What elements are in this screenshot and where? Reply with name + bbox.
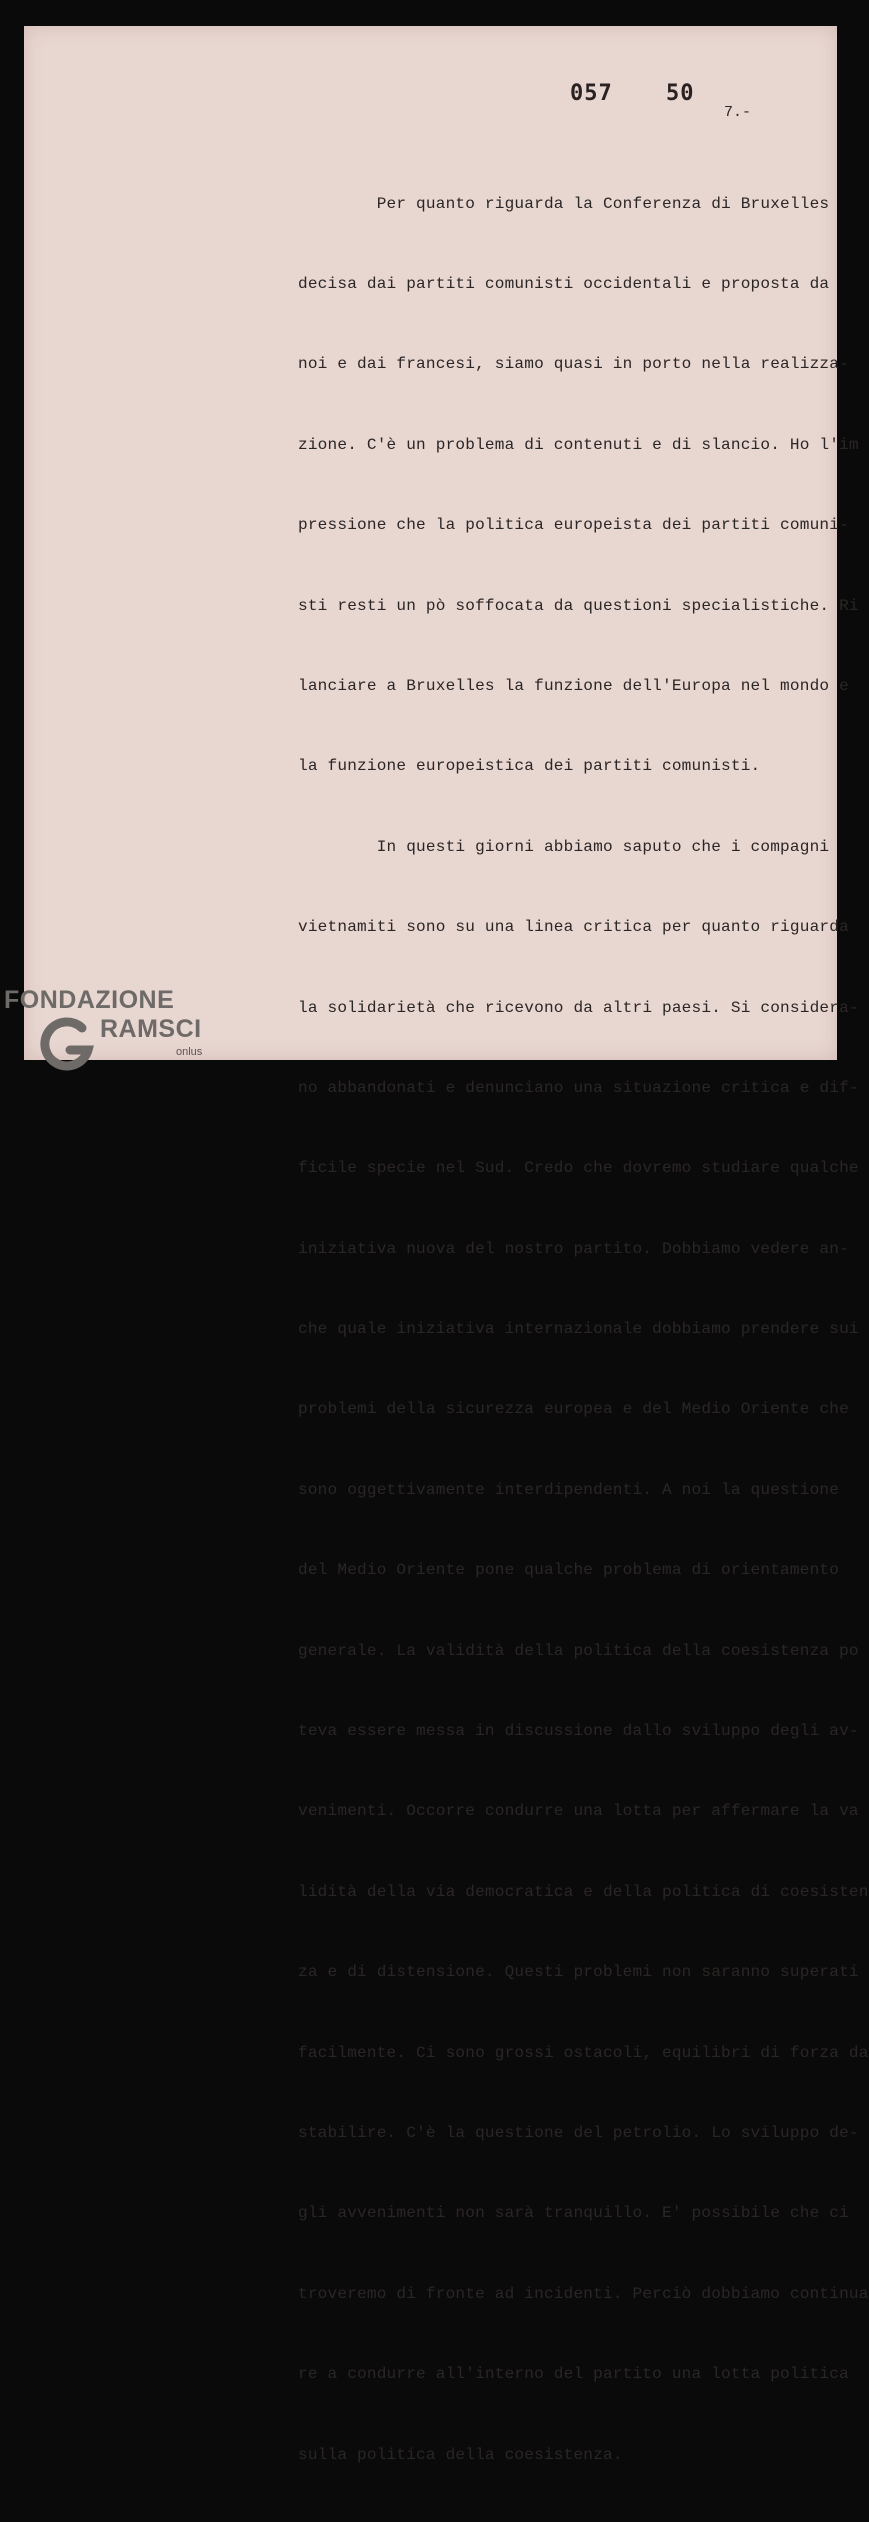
text-line: vietnamiti sono su una linea critica per quanto riguarda	[298, 918, 849, 937]
page-number: 7.-	[724, 104, 752, 121]
text-line: noi e dai francesi, siamo quasi in porto nella realizza-	[298, 355, 849, 374]
text-line: facilmente. Ci sono grossi ostacoli, equilibri di forza da	[298, 2043, 869, 2062]
text-line: Per quanto riguarda la Conferenza di Bruxelles	[298, 194, 830, 213]
fondazione-gramsci-watermark	[4, 986, 224, 1076]
text-line: lidità della via democratica e della politica di coesisten	[298, 1882, 869, 1901]
watermark-line1: FONDAZIONE	[4, 986, 175, 1014]
text-line: generale. La validità della politica della coesistenza po	[298, 1641, 859, 1660]
text-line: sono oggettivamente interdipendenti. A noi la questione	[298, 1480, 840, 1499]
text-line: lanciare a Bruxelles la funzione dell'Europa nel mondo e	[298, 676, 849, 695]
text-line: In questi giorni abbiamo saputo che i compagni	[298, 837, 830, 856]
text-line: sti resti un pò soffocata da questioni specialistiche. Ri	[298, 596, 859, 615]
text-line: troveremo di fronte ad incidenti. Perciò dobbiamo continua	[298, 2284, 869, 2303]
text-line: re a condurre all'interno del partito una lotta politica	[298, 2365, 849, 2384]
text-line: gli avvenimenti non sarà tranquillo. E' possibile che ci	[298, 2204, 849, 2223]
text-line: sulla politica della coesistenza.	[298, 2445, 623, 2464]
text-line: che quale iniziativa internazionale dobbiamo prendere sui	[298, 1320, 859, 1339]
text-line: venimenti. Occorre condurre una lotta per affermare la va	[298, 1802, 859, 1821]
text-line: pressione che la politica europeista dei partiti comuni-	[298, 516, 849, 535]
watermark-line2: RAMSCI	[100, 1015, 202, 1043]
text-line: la solidarietà che ricevono da altri paesi. Si considera-	[298, 998, 859, 1017]
text-line: ficile specie nel Sud. Credo che dovremo studiare qualche	[298, 1159, 859, 1178]
text-line: stabilire. C'è la questione del petrolio. Lo sviluppo de-	[298, 2123, 859, 2142]
archive-stamp-number-2: 50	[666, 81, 695, 106]
text-line: zione. C'è un problema di contenuti e di slancio. Ho l'im	[298, 435, 859, 454]
archive-stamp-number: 057	[570, 81, 613, 106]
text-line: problemi della sicurezza europea e del Medio Oriente che	[298, 1400, 849, 1419]
text-line: decisa dai partiti comunisti occidentali e proposta da	[298, 274, 830, 293]
text-line: no abbandonati e denunciano una situazione critica e dif-	[298, 1078, 859, 1097]
watermark-line3: onlus	[176, 1046, 203, 1058]
body-text	[298, 137, 869, 2522]
text-line: iniziativa nuova del nostro partito. Dobbiamo vedere an-	[298, 1239, 849, 1258]
text-line: del Medio Oriente pone qualche problema di orientamento	[298, 1561, 840, 1580]
document-page	[24, 26, 869, 2464]
text-line: la funzione europeistica dei partiti comunisti.	[298, 757, 761, 776]
gramsci-g-logo-icon	[38, 1014, 98, 1074]
text-line: teva essere messa in discussione dallo sviluppo degli av-	[298, 1722, 859, 1741]
text-line: za e di distensione. Questi problemi non saranno superati	[298, 1963, 859, 1982]
